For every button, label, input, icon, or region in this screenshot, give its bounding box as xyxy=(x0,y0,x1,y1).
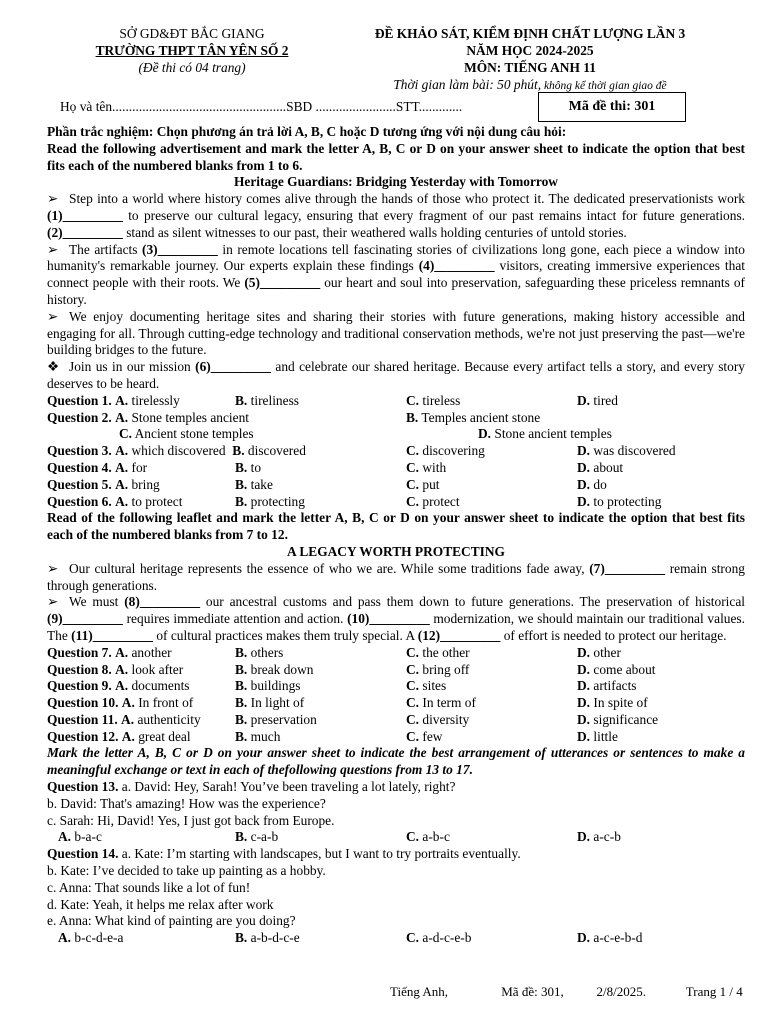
section3-instruction: Mark the letter A, B, C or D on your answer sheet to indicate the best arrangement of utterances or sentences to make a meaningful exchange or text in each of thefollowing questions from 13 to 17. xyxy=(47,745,745,778)
blank-1: (1)_________ xyxy=(47,207,123,223)
question-12: Question 12. A. great deal B. much C. few D. little xyxy=(47,728,618,744)
blank-10: (10)_________ xyxy=(347,611,430,627)
exam-title: ĐỀ KHẢO SÁT, KIỂM ĐỊNH CHẤT LƯỢNG LẦN 3 xyxy=(374,26,686,41)
arrow-bullet-icon: ➢ xyxy=(47,308,59,324)
question-5: Question 5. A. bring B. take C. put D. do xyxy=(47,476,607,492)
footer-date: 2/8/2025. xyxy=(596,984,646,999)
passage1-paragraph-3: ➢ We enjoy documenting heritage sites and sharing their stories with future generations, making history accessible and engaging for all. Through cutting-edge technology and traditional conservation methods, we're not just preserving the past—we're building bridges to the future. xyxy=(47,308,745,358)
footer-code: Mã đề: 301, xyxy=(501,984,564,999)
footer-page: Trang 1 / 4 xyxy=(685,984,743,999)
passage1-paragraph-2: ➢ The artifacts (3)_________ in remote locations tell fascinating stories of civilizations long gone, each piece a window into humanity's remarkable journey. Our experts explain these findings (4)_________ visitors, creating immersive experiences that connect people with their roots. We (5)_________ our heart and soul into preservation, safeguarding these priceless remnants of history. xyxy=(47,241,745,307)
question-6: Question 6. A. to protect B. protecting C. protect D. to protecting xyxy=(47,493,662,509)
footer-subject: Tiếng Anh, xyxy=(390,984,449,999)
q14-line-d: d. Kate: Yeah, it helps me relax after work xyxy=(47,896,274,912)
section-intro: Phần trắc nghiệm: Chọn phương án trả lời A, B, C hoặc D tương ứng với nội dung câu hỏi: xyxy=(47,124,567,139)
section2-instruction: Read of the following leaflet and mark the letter A, B, C or D on your answer sheet to indicate the option that best fits each of the numbered blanks from 7 to 12. xyxy=(47,510,745,543)
question-4: Question 4. A. for B. to C. with D. about xyxy=(47,459,624,475)
passage1-paragraph-1: ➢ Step into a world where history comes alive through the hands of those who protect it. The dedicated preservationists work (1)_________ to preserve our cultural legacy, ensuring that every fragment of our past remains intact for future generations. (2)_________ stand as silent witnesses to our past, their weathered walls holding centuries of untold stories. xyxy=(47,191,745,240)
question-10: Question 10. A. In front of B. In light of C. In term of D. In spite of xyxy=(47,695,648,711)
subject-name: MÔN: TIẾNG ANH 11 xyxy=(464,60,596,75)
q14-line-e: e. Anna: What kind of painting are you doing? xyxy=(47,913,296,929)
time-limit: Thời gian làm bài: 50 phút, không kể thời gian giao đề xyxy=(393,77,667,92)
blank-8: (8)_________ xyxy=(124,594,201,610)
blank-7: (7)_________ xyxy=(589,560,666,576)
blank-2: (2)_________ xyxy=(47,224,123,240)
q13-options: A. b-a-c B. c-a-b C. a-b-c D. a-c-b xyxy=(58,829,621,845)
arrow-bullet-icon: ➢ xyxy=(47,241,59,257)
school-year: NĂM HỌC 2024-2025 xyxy=(466,43,594,58)
blank-6: (6)_________ xyxy=(195,359,271,375)
question-14: Question 14. a. Kate: I’m starting with landscapes, but I want to try portraits eventually. xyxy=(47,846,521,862)
question-9: Question 9. A. documents B. buildings C. sites D. artifacts xyxy=(47,678,637,694)
question-2: Question 2. A. Stone temples ancient B. Temples ancient stone xyxy=(47,409,541,425)
header-right xyxy=(340,25,720,95)
question-3: Question 3. A. which discovered B. discovered C. discovering D. was discovered xyxy=(47,443,676,459)
passage2-paragraph-1: ➢ Our cultural heritage represents the essence of who we are. While some traditions fade away, (7)_________ remain strong through generations. xyxy=(47,560,745,593)
passage2-title: A LEGACY WORTH PROTECTING xyxy=(287,543,505,559)
passage1-paragraph-4: ❖ Join us in our mission (6)_________ and celebrate our shared heritage. Because every artifact tells a story, and every story deserves to be heard. xyxy=(47,359,745,391)
diamond-bullet-icon: ❖ xyxy=(47,359,60,375)
exam-code-box: Mã đề thi: 301 xyxy=(538,92,686,122)
question-2-cont: C. Ancient stone temples D. Stone ancient temples xyxy=(119,426,612,442)
blank-3: (3)_________ xyxy=(142,241,218,257)
blank-11: (11)_________ xyxy=(71,627,153,643)
blank-4: (4)_________ xyxy=(418,258,495,274)
question-11: Question 11. A. authenticity B. preservation C. diversity D. significance xyxy=(47,711,659,727)
dept-name: SỞ GD&ĐT BẮC GIANG xyxy=(119,26,265,41)
arrow-bullet-icon: ➢ xyxy=(47,560,59,576)
q14-line-b: b. Kate: I’ve decided to take up painting as a hobby. xyxy=(47,863,326,879)
arrow-bullet-icon: ➢ xyxy=(47,191,59,207)
blank-5: (5)_________ xyxy=(244,275,321,291)
passage1-title: Heritage Guardians: Bridging Yesterday with Tomorrow xyxy=(234,174,558,190)
exam-body xyxy=(47,124,745,947)
q13-line-b: b. David: That's amazing! How was the experience? xyxy=(47,795,326,811)
school-name: TRƯỜNG THPT TÂN YÊN SỐ 2 xyxy=(95,43,289,58)
question-7: Question 7. A. another B. others C. the other D. other xyxy=(47,644,621,660)
header-left xyxy=(47,25,337,76)
q13-line-c: c. Sarah: Hi, David! Yes, I just got back from Europe. xyxy=(47,812,335,828)
pages-note: (Đề thi có 04 trang) xyxy=(138,60,246,75)
question-8: Question 8. A. look after B. break down C. bring off D. come about xyxy=(47,661,656,677)
q14-options: A. b-c-d-e-a B. a-b-d-c-e C. a-d-c-e-b D. a-c-e-b-d xyxy=(58,930,643,946)
q14-line-c: c. Anna: That sounds like a lot of fun! xyxy=(47,879,251,895)
blank-12: (12)_________ xyxy=(417,627,501,643)
question-1: Question 1. A. tirelessly B. tireliness C. tireless D. tired xyxy=(47,392,618,408)
passage2-paragraph-2: ➢ We must (8)_________ our ancestral customs and pass them down to future generations. The preservation of historical (9)_________ requires immediate attention and action. (10)_________ modernization, we should maintain our traditional values. The (11)_________ of cultural practices makes them truly special. A (12)_________ of effort is needed to protect our heritage. xyxy=(47,594,745,643)
blank-9: (9)_________ xyxy=(47,611,123,627)
section1-instruction: Read the following advertisement and mark the letter A, B, C or D on your answer sheet to indicate the option that best fits each of the numbered blanks from 1 to 6. xyxy=(47,140,745,173)
question-13: Question 13. a. David: Hey, Sarah! You’ve been traveling a lot lately, right? xyxy=(47,779,456,795)
page-footer xyxy=(390,984,743,1001)
candidate-info-line: Họ và tên....................................................SBD ........................STT............. xyxy=(60,99,463,114)
arrow-bullet-icon: ➢ xyxy=(47,594,59,610)
